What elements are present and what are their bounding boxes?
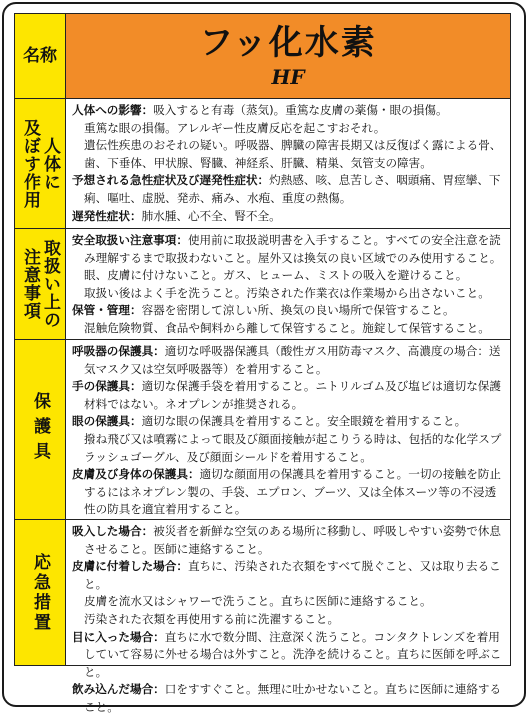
row-name — [15, 14, 511, 99]
label-first-aid-cell — [15, 520, 66, 666]
row-handling — [15, 229, 511, 340]
first-aid-line: 吸入した場合：被災者を新鮮な空気のある場所に移動し、呼吸しやすい姿勢で休息させること。医師に連絡すること。 — [72, 524, 501, 556]
first-aid-line: 皮膚を流水又はシャワーで洗うこと。直ちに医師に連絡すること。 — [84, 594, 432, 609]
first-aid-line: 皮膚に付着した場合：直ちに、汚染された衣類をすべて脱ぐこと、又は取り去ること。 — [72, 559, 501, 591]
protection-line: 皮膚及び身体の保護具：適切な顔面用の保護具を着用すること。一切の接触を防止するにはネオプレン製の、手袋、エプロン、ブーツ、又は全体スーツ等の不浸透性の防具を適宜着用すること。 — [72, 467, 501, 517]
row-health — [15, 99, 511, 229]
protection-line: 呼吸器の保護具：適切な呼吸器保護具（酸性ガス用防毒マスク、高濃度の場合：送気マスク又は空気呼吸器等）を着用すること。 — [72, 344, 501, 376]
health-line: 遺伝性疾患のおそれの疑い。呼吸器、脾臓の障害長期又は反復ばく露による骨、 — [84, 138, 502, 153]
chemical-formula: HF — [271, 65, 305, 89]
label-name-cell — [15, 14, 66, 99]
label-health-cell — [15, 99, 66, 229]
protection-line: 眼の保護具：適切な眼の保護具を着用すること。安全眼鏡を着用すること。 — [72, 414, 467, 429]
health-line: 予想される急性症状及び遅発性症状：灼熱感、咳、息苦しさ、咽頭痛、胃痙攣、下痢、嘔吐、虚脱、発赤、痛み、水疱、重度の熱傷。 — [72, 173, 501, 205]
first-aid-line: 飲み込んだ場合：口をすすぐこと。無理に吐かせないこと。直ちに医師に連絡すること。 — [72, 682, 502, 714]
label-handling-col-2: 注意事項 — [20, 248, 40, 320]
label-first-aid-col-1: 応急措置 — [30, 552, 50, 633]
health-line: 人体への影響：吸入すると有毒（蒸気)。重篤な皮膚の薬傷・眼の損傷。 — [72, 103, 448, 117]
row-protection — [15, 340, 511, 520]
label-handling-cell — [15, 229, 66, 340]
label-protection-col-1: 保護具 — [30, 392, 50, 467]
label-health-col-2: 及ぼす作用 — [20, 118, 40, 209]
health-line: 遅発性症状：肺水腫、心不全、腎不全。 — [72, 208, 281, 223]
label-protection-cell — [15, 340, 66, 520]
msds-sign — [14, 13, 511, 714]
content-first-aid — [66, 520, 511, 714]
handling-line: 安全取扱い注意事項：使用前に取扱説明書を入手すること。すべての安全注意を読み理解するまで取扱わないこと。屋外又は換気の良い区域でのみ使用すること。 — [72, 233, 502, 265]
content-protection — [66, 340, 511, 520]
handling-line: 眼、皮膚に付けないこと。ガス、ヒューム、ミストの吸入を避けること。 — [84, 268, 468, 283]
info-table — [14, 13, 511, 714]
chemical-name: フッ化水素 — [199, 23, 377, 63]
protection-line: 撥ね飛び又は噴霧によって眼及び顔面接触が起こりうる時は、包括的な化学スプラッシュゴーグル、及び顔面シールドを着用すること。 — [84, 431, 502, 464]
label-first-aid — [15, 553, 65, 633]
handling-line: 取扱い後はよく手を洗うこと。汚染された作業衣は作業場から出さないこと。 — [84, 285, 490, 300]
first-aid-line: 目に入った場合：直ちに水で数分間、注意深く洗うこと。コンタクトレンズを着用していて容易に外せる場合は外すこと。洗浄を続けること。直ちに医師を呼ぶこと。 — [72, 629, 502, 679]
label-name: 名称 — [23, 45, 57, 66]
label-health — [15, 119, 65, 209]
handling-line: 混触危険物質、食品や飼料から離して保管すること。施錠して保管すること。 — [84, 320, 490, 335]
label-protection — [15, 392, 65, 467]
content-handling — [66, 229, 511, 340]
health-line: 重篤な眼の損傷。アレルギー性皮膚反応を起こすおそれ。 — [84, 120, 386, 135]
content-health — [66, 99, 511, 229]
label-handling-col-1: 取扱い上の — [40, 239, 60, 329]
row-first-aid — [15, 520, 511, 666]
first-aid-line: 汚染された衣類を再使用する前に洗濯すること。 — [84, 611, 340, 626]
health-line: 歯、下垂体、甲状腺、腎臓、神経系、肝臓、精巣、気管支の障害。 — [84, 155, 432, 170]
label-health-col-1: 人体に — [40, 136, 60, 191]
protection-line: 手の保護具：適切な保護手袋を着用すること。ニトリルゴム及び塩ビは適切な保護材料ではない。ネオプレンが推奨される。 — [72, 379, 501, 411]
handling-line: 保管・管理：容器を密閉して涼しい所、換気の良い場所で保管すること。 — [72, 303, 455, 318]
title-cell — [66, 14, 511, 99]
label-handling — [15, 239, 65, 329]
